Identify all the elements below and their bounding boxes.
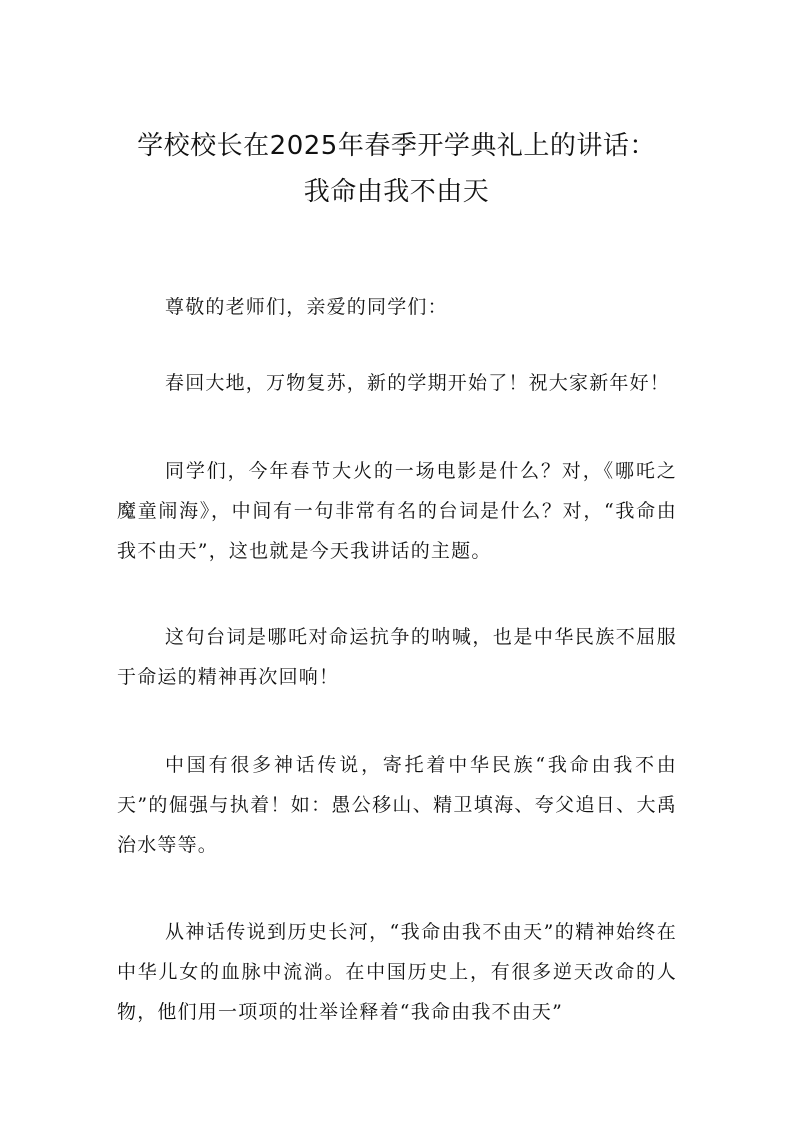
paragraph-movie-question: 同学们，今年春节大火的一场电影是什么？对，《哪吒之魔童闹海》，中间有一句非常有名的台词是什么？对，“我命由我不由天”，这也就是今天我讲话的主题。	[117, 460, 677, 562]
document-title-line-2: 我命由我不由天	[303, 177, 490, 207]
document-title-line-1: 学校校长在2025年春季开学典礼上的讲话：	[137, 131, 656, 161]
paragraph-new-term: 春回大地，万物复苏，新的学期开始了！祝大家新年好！	[165, 372, 671, 394]
paragraph-history: 从神话传说到历史长河，“我命由我不由天”的精神始终在中华儿女的血脉中流淌。在中国历史上，有很多逆天改命的人物，他们用一项项的壮举诠释着“我命由我不由天”	[117, 921, 677, 1023]
paragraph-nezha-line: 这句台词是哪吒对命运抗争的呐喊，也是中华民族不屈服于命运的精神再次回响！	[117, 626, 677, 688]
paragraph-myths: 中国有很多神话传说，寄托着中华民族“我命由我不由天”的倔强与执着！如：愚公移山、精卫填海、夸父追日、大禹治水等等。	[117, 754, 677, 856]
paragraph-greeting: 尊敬的老师们，亲爱的同学们：	[165, 296, 448, 318]
